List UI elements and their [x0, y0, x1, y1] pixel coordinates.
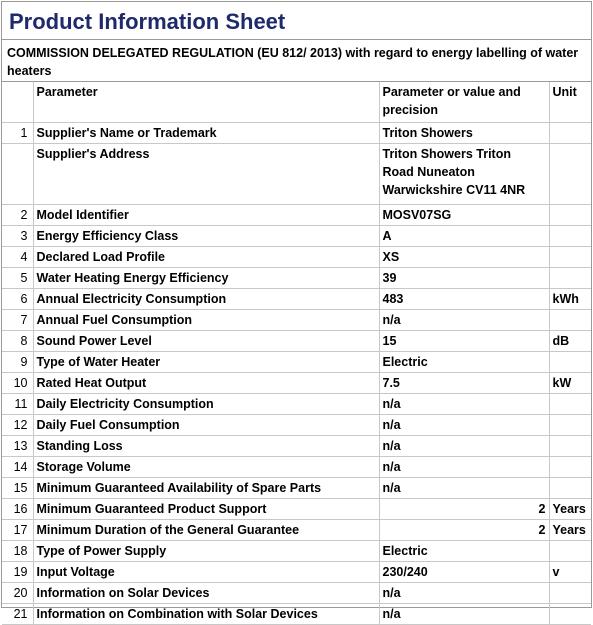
row-number: 12: [2, 415, 33, 436]
row-unit: v: [549, 562, 591, 583]
row-number: 14: [2, 457, 33, 478]
row-parameter: Minimum Guaranteed Availability of Spare Parts: [33, 478, 379, 499]
row-unit: kWh: [549, 289, 591, 310]
table-row: [2, 604, 591, 625]
row-unit: [549, 205, 591, 226]
row-parameter: Sound Power Level: [33, 331, 379, 352]
table-row: [2, 562, 591, 583]
row-value: n/a: [379, 310, 549, 331]
sheet-title: Product Information Sheet: [2, 2, 591, 40]
row-parameter: Information on Combination with Solar Devices: [33, 604, 379, 625]
row-number: 17: [2, 520, 33, 541]
header-parameter: Parameter: [33, 82, 379, 123]
row-value: 483: [379, 289, 549, 310]
row-value: 7.5: [379, 373, 549, 394]
table-row: [2, 310, 591, 331]
row-parameter: Type of Water Heater: [33, 352, 379, 373]
regulation-text: COMMISSION DELEGATED REGULATION (EU 812/ 2013) with regard to energy labelling of water heaters: [2, 40, 591, 82]
table-row: [2, 373, 591, 394]
row-number: 4: [2, 247, 33, 268]
row-number: 16: [2, 499, 33, 520]
row-parameter: Information on Solar Devices: [33, 583, 379, 604]
row-number: 10: [2, 373, 33, 394]
row-number: 7: [2, 310, 33, 331]
product-information-sheet: [1, 1, 592, 621]
row-value: n/a: [379, 583, 549, 604]
row-unit: [549, 226, 591, 247]
row-number: 1: [2, 123, 33, 144]
row-unit: Years: [549, 499, 591, 520]
row-parameter: Minimum Duration of the General Guarantee: [33, 520, 379, 541]
row-number: 13: [2, 436, 33, 457]
row-parameter: Standing Loss: [33, 436, 379, 457]
row-parameter: Supplier's Name or Trademark: [33, 123, 379, 144]
row-value: n/a: [379, 415, 549, 436]
table-row: [2, 478, 591, 499]
table-row: [2, 436, 591, 457]
table-row: [2, 457, 591, 478]
row-number: 18: [2, 541, 33, 562]
row-parameter: Type of Power Supply: [33, 541, 379, 562]
row-value: Triton Showers: [379, 123, 549, 144]
row-value: n/a: [379, 604, 549, 625]
table-row: [2, 268, 591, 289]
row-unit: [549, 436, 591, 457]
table-row: [2, 226, 591, 247]
row-unit: dB: [549, 331, 591, 352]
table-row: [2, 289, 591, 310]
row-unit: [549, 394, 591, 415]
row-value: A: [379, 226, 549, 247]
row-unit: kW: [549, 373, 591, 394]
row-value: Electric: [379, 352, 549, 373]
row-value: 15: [379, 331, 549, 352]
row-parameter: Storage Volume: [33, 457, 379, 478]
row-parameter: Minimum Guaranteed Product Support: [33, 499, 379, 520]
row-number: 9: [2, 352, 33, 373]
row-number: 6: [2, 289, 33, 310]
table-row: [2, 123, 591, 144]
table-row: [2, 352, 591, 373]
row-parameter: Energy Efficiency Class: [33, 226, 379, 247]
table-row: [2, 520, 591, 541]
row-parameter: Annual Electricity Consumption: [33, 289, 379, 310]
row-unit: Years: [549, 520, 591, 541]
row-value: n/a: [379, 478, 549, 499]
row-number: 15: [2, 478, 33, 499]
row-parameter: Daily Electricity Consumption: [33, 394, 379, 415]
row-number: 2: [2, 205, 33, 226]
row-number: 8: [2, 331, 33, 352]
table-row: [2, 583, 591, 604]
row-value: Electric: [379, 541, 549, 562]
row-unit: [549, 583, 591, 604]
row-value: 230/240: [379, 562, 549, 583]
row-value: XS: [379, 247, 549, 268]
table-row: [2, 144, 591, 205]
row-unit: [549, 123, 591, 144]
row-number: 3: [2, 226, 33, 247]
row-unit: [549, 310, 591, 331]
row-unit: [549, 457, 591, 478]
row-value: n/a: [379, 394, 549, 415]
row-unit: [549, 415, 591, 436]
row-number: 5: [2, 268, 33, 289]
row-unit: [549, 352, 591, 373]
table-row: [2, 394, 591, 415]
row-value: 2: [379, 520, 549, 541]
row-number: [2, 144, 33, 205]
row-parameter: Water Heating Energy Efficiency: [33, 268, 379, 289]
table-row: [2, 205, 591, 226]
row-parameter: Annual Fuel Consumption: [33, 310, 379, 331]
table-header-row: [2, 82, 591, 123]
row-value: n/a: [379, 457, 549, 478]
row-number: 20: [2, 583, 33, 604]
row-number: 19: [2, 562, 33, 583]
row-unit: [549, 541, 591, 562]
parameter-table: [2, 82, 591, 625]
row-unit: [549, 247, 591, 268]
row-parameter: Model Identifier: [33, 205, 379, 226]
row-parameter: Rated Heat Output: [33, 373, 379, 394]
row-unit: [549, 268, 591, 289]
table-row: [2, 415, 591, 436]
row-unit: [549, 478, 591, 499]
row-value: 39: [379, 268, 549, 289]
header-unit: Unit: [549, 82, 591, 123]
row-parameter: Declared Load Profile: [33, 247, 379, 268]
header-num-cell: [2, 82, 33, 123]
row-parameter: Supplier's Address: [33, 144, 379, 205]
table-row: [2, 247, 591, 268]
table-row: [2, 541, 591, 562]
table-row: [2, 499, 591, 520]
row-unit: [549, 604, 591, 625]
row-value: 2: [379, 499, 549, 520]
row-value: n/a: [379, 436, 549, 457]
table-row: [2, 331, 591, 352]
row-parameter: Daily Fuel Consumption: [33, 415, 379, 436]
row-unit: [549, 144, 591, 205]
row-value: Triton Showers Triton Road Nuneaton Warwickshire CV11 4NR: [379, 144, 549, 205]
row-number: 11: [2, 394, 33, 415]
row-value: MOSV07SG: [379, 205, 549, 226]
header-value: Parameter or value and precision: [379, 82, 549, 123]
row-parameter: Input Voltage: [33, 562, 379, 583]
row-number: 21: [2, 604, 33, 625]
